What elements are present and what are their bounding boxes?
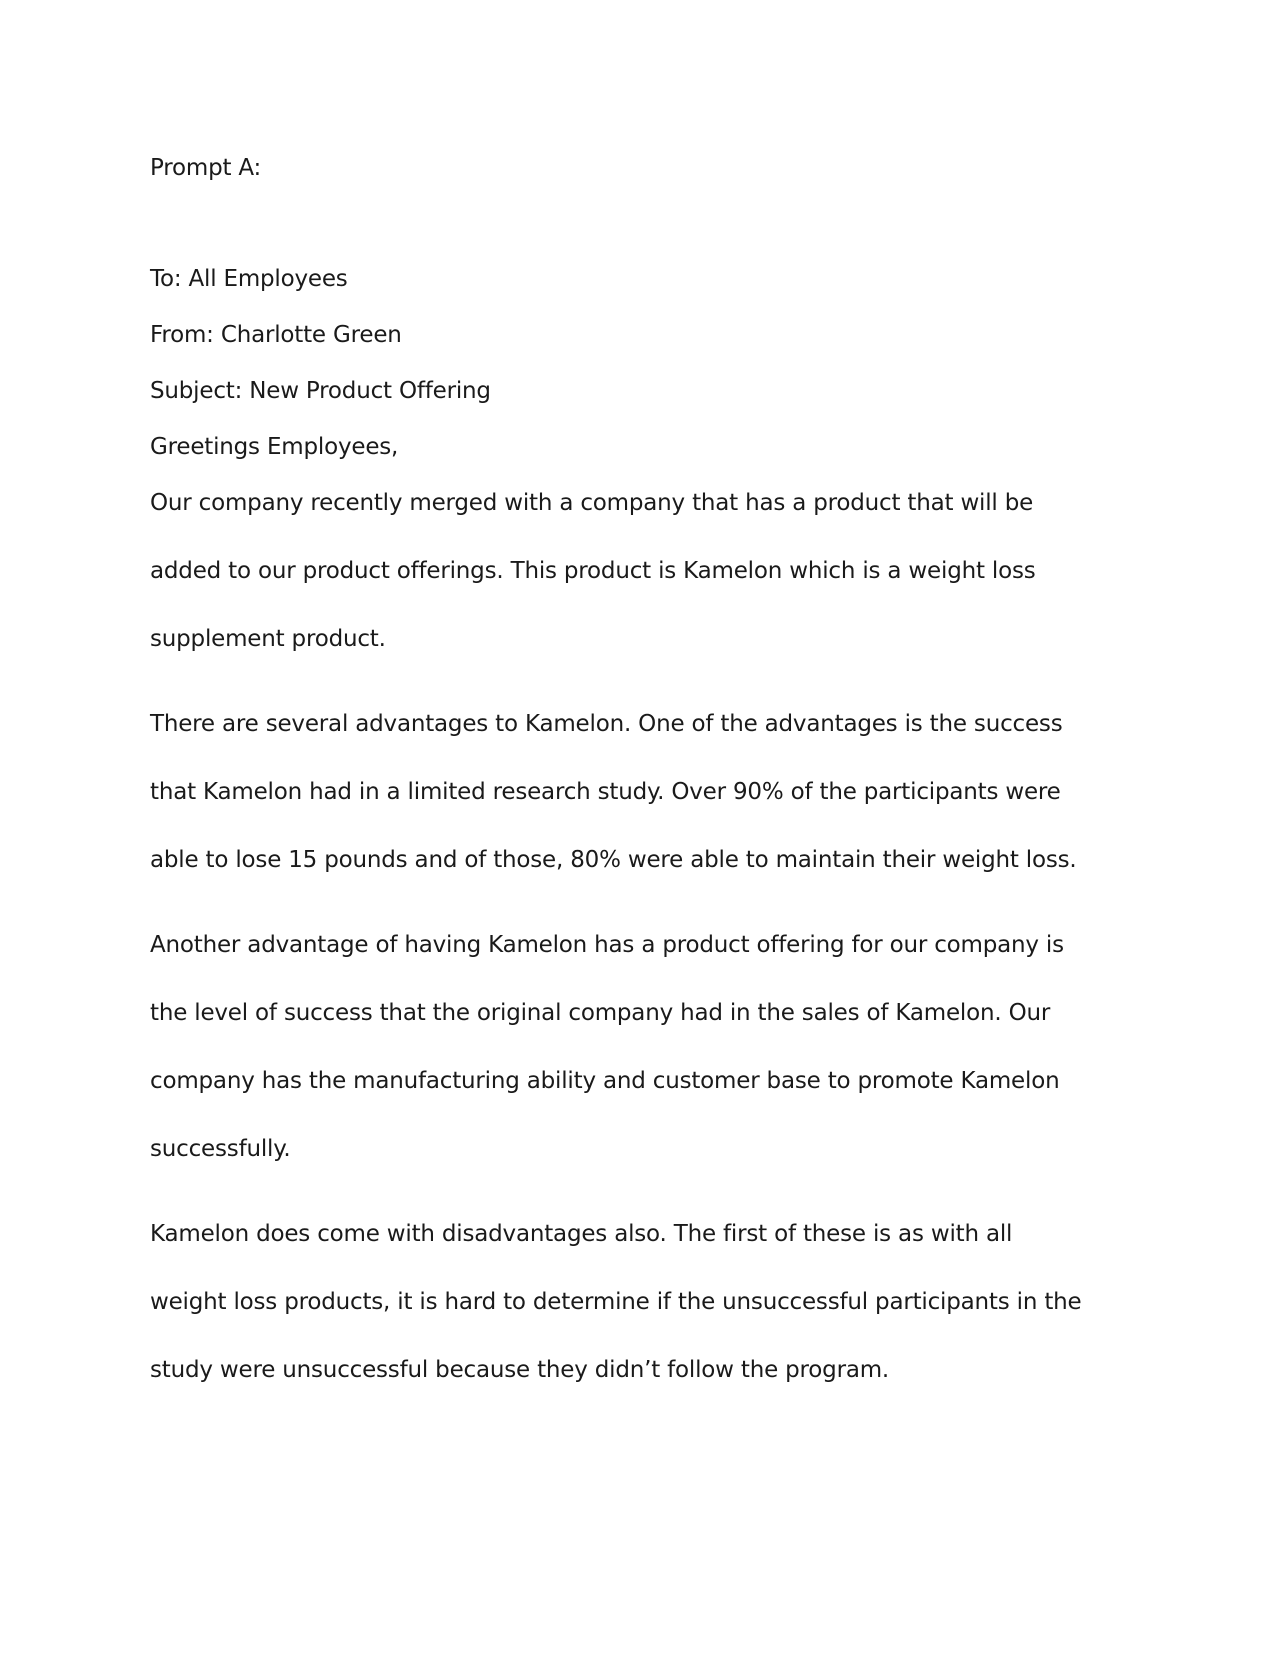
paragraph-line: company has the manufacturing ability and customer base to promote Kamelon <box>150 1068 1060 1094</box>
paragraph-line: able to lose 15 pounds and of those, 80% were able to maintain their weight loss. <box>150 847 1077 873</box>
paragraph-line: added to our product offerings. This product is Kamelon which is a weight loss <box>150 558 1036 584</box>
paragraph-line: study were unsuccessful because they didn’t follow the program. <box>150 1357 890 1383</box>
memo-to: To: All Employees <box>150 266 348 292</box>
paragraph-line: successfully. <box>150 1136 291 1162</box>
memo-greeting: Greetings Employees, <box>150 434 399 460</box>
memo-subject: Subject: New Product Offering <box>150 378 491 404</box>
paragraph-line: weight loss products, it is hard to determine if the unsuccessful participants in the <box>150 1289 1082 1315</box>
paragraph-line: that Kamelon had in a limited research study. Over 90% of the participants were <box>150 779 1061 805</box>
memo-from: From: Charlotte Green <box>150 322 402 348</box>
paragraph-line: There are several advantages to Kamelon. One of the advantages is the success <box>150 711 1063 737</box>
paragraph-line: Kamelon does come with disadvantages also. The first of these is as with all <box>150 1221 1013 1247</box>
paragraph-line: Another advantage of having Kamelon has a product offering for our company is <box>150 932 1064 958</box>
paragraph-line: supplement product. <box>150 626 386 652</box>
paragraph-line: Our company recently merged with a company that has a product that will be <box>150 490 1034 516</box>
paragraph-line: the level of success that the original company had in the sales of Kamelon. Our <box>150 1000 1051 1026</box>
prompt-heading: Prompt A: <box>150 155 262 181</box>
